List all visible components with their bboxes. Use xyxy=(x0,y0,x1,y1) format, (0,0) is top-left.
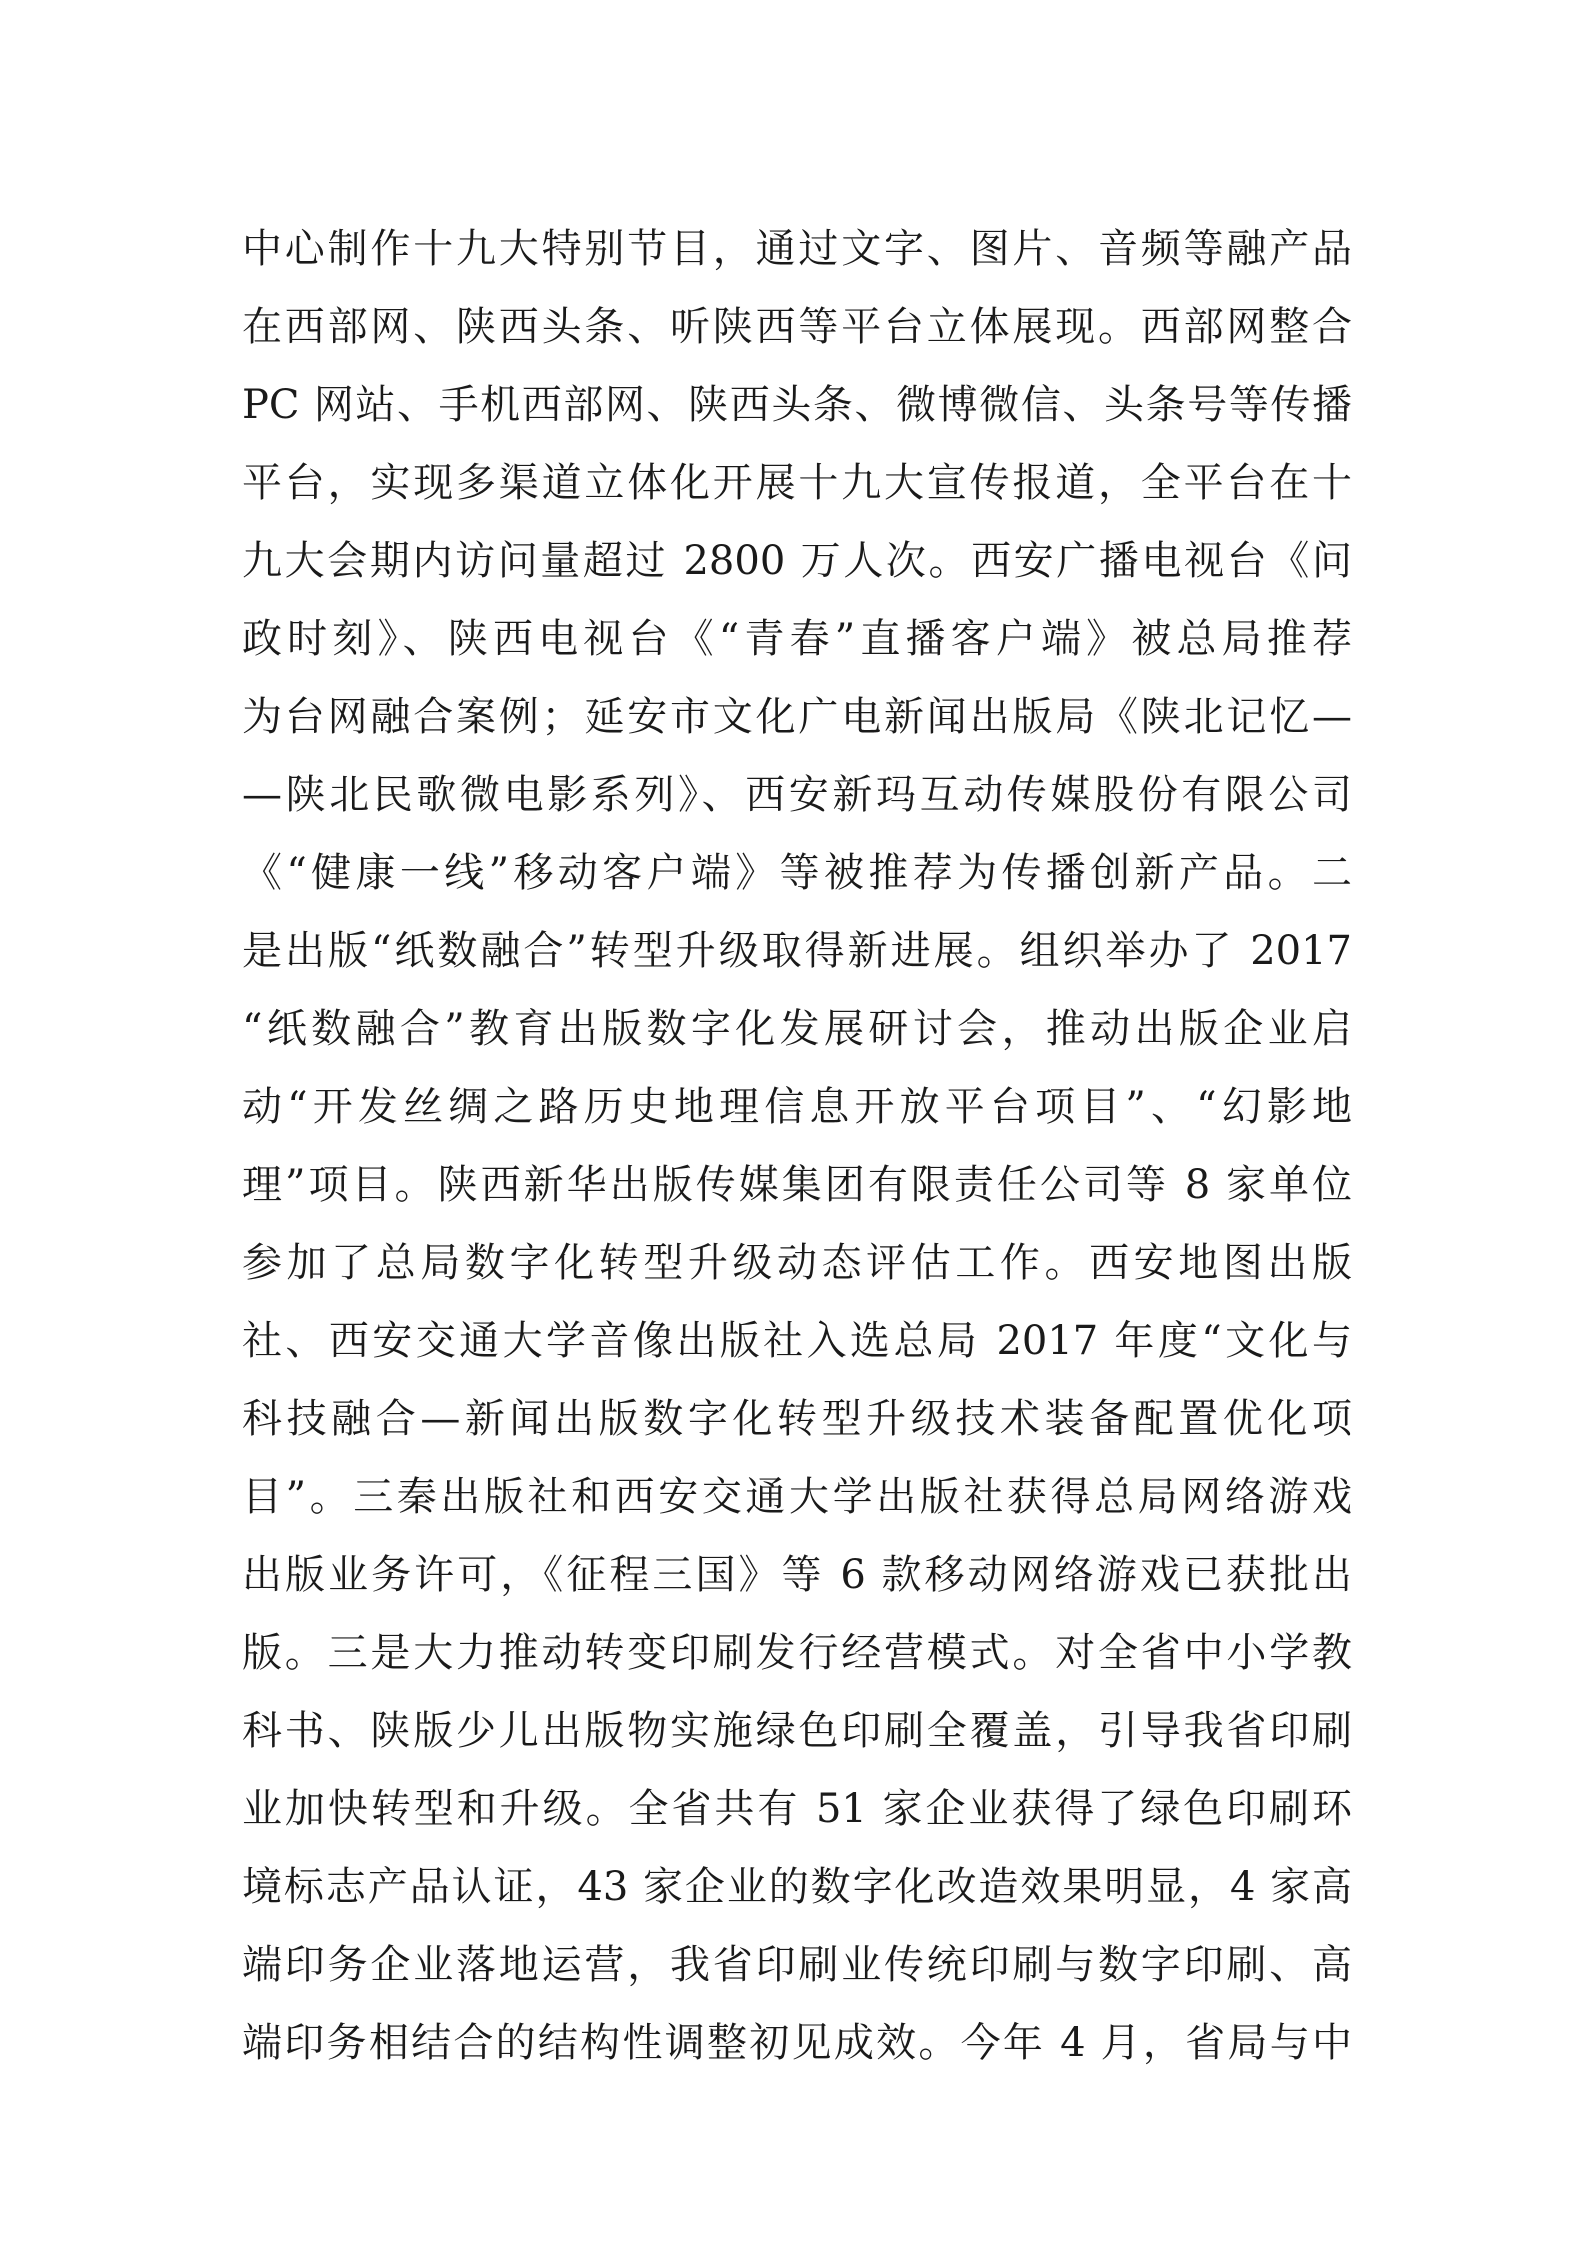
text-line: —陕北民歌微电影系列》、西安新玛互动传媒股份有限公司 xyxy=(242,772,1352,818)
text-line: 理”项目。陕西新华出版传媒集团有限责任公司等 8 家单位 xyxy=(242,1162,1352,1208)
text-line: 目”。三秦出版社和西安交通大学出版社获得总局网络游戏 xyxy=(242,1474,1352,1520)
text-line: 端印务企业落地运营，我省印刷业传统印刷与数字印刷、高 xyxy=(242,1942,1352,1988)
text-line: 社、西安交通大学音像出版社入选总局 2017 年度“文化与 xyxy=(242,1318,1352,1364)
text-line: 科技融合—新闻出版数字化转型升级技术装备配置优化项 xyxy=(242,1396,1352,1442)
text-line: 端印务相结合的结构性调整初见成效。今年 4 月，省局与中 xyxy=(242,2020,1352,2066)
text-line: 境标志产品认证，43 家企业的数字化改造效果明显，4 家高 xyxy=(242,1864,1352,1910)
text-line: 中心制作十九大特别节目，通过文字、图片、音频等融产品 xyxy=(242,226,1352,272)
text-line: 政时刻》、陕西电视台《“青春”直播客户端》被总局推荐 xyxy=(242,616,1352,662)
text-line: 在西部网、陕西头条、听陕西等平台立体展现。西部网整合 xyxy=(242,304,1352,350)
text-line: PC 网站、手机西部网、陕西头条、微博微信、头条号等传播 xyxy=(242,382,1352,428)
text-line: 动“开发丝绸之路历史地理信息开放平台项目”、“幻影地 xyxy=(242,1084,1352,1130)
text-line: 版。三是大力推动转变印刷发行经营模式。对全省中小学教 xyxy=(242,1630,1352,1676)
text-line: 《“健康一线”移动客户端》等被推荐为传播创新产品。二 xyxy=(242,850,1352,896)
text-line: 业加快转型和升级。全省共有 51 家企业获得了绿色印刷环 xyxy=(242,1786,1352,1832)
text-line: 为台网融合案例；延安市文化广电新闻出版局《陕北记忆— xyxy=(242,694,1352,740)
text-line: 参加了总局数字化转型升级动态评估工作。西安地图出版 xyxy=(242,1240,1352,1286)
text-line: 平台，实现多渠道立体化开展十九大宣传报道，全平台在十 xyxy=(242,460,1352,506)
text-line: 科书、陕版少儿出版物实施绿色印刷全覆盖，引导我省印刷 xyxy=(242,1708,1352,1754)
text-line: “纸数融合”教育出版数字化发展研讨会，推动出版企业启 xyxy=(242,1006,1352,1052)
text-line: 出版业务许可，《征程三国》等 6 款移动网络游戏已获批出 xyxy=(242,1552,1352,1598)
body-text xyxy=(242,210,1352,2082)
text-line: 九大会期内访问量超过 2800 万人次。西安广播电视台《问 xyxy=(242,538,1352,584)
text-line: 是出版“纸数融合”转型升级取得新进展。组织举办了 2017 xyxy=(242,928,1352,974)
